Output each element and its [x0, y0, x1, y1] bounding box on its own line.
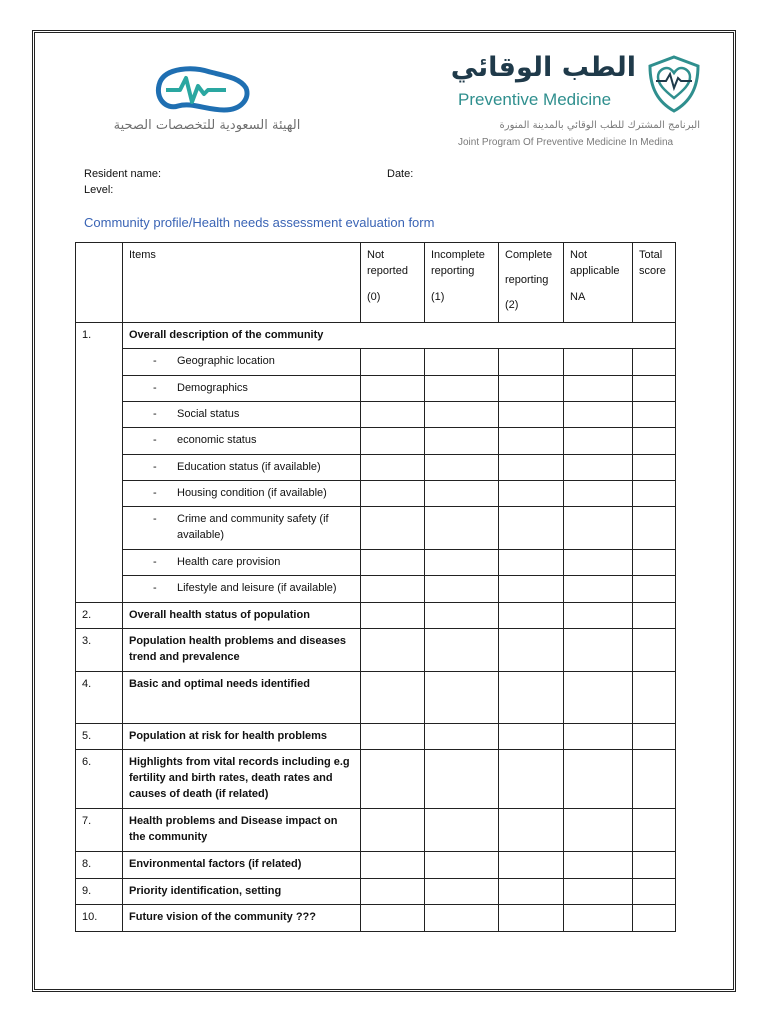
score-cell[interactable] [425, 481, 499, 507]
score-cell[interactable] [499, 428, 564, 455]
score-cell[interactable] [564, 629, 633, 672]
score-cell[interactable] [564, 879, 633, 905]
scfhs-arabic-name: الهيئة السعودية للتخصصات الصحية [113, 118, 301, 133]
table-row [76, 323, 676, 349]
arabic-subtitle: البرنامج المشترك للطب الوقائي بالمدينة المنورة [499, 120, 700, 131]
header-row [76, 243, 676, 323]
score-cell[interactable] [425, 905, 499, 932]
row-number: 10. [76, 905, 123, 932]
row-number: 3. [76, 629, 123, 672]
score-cell[interactable] [361, 852, 425, 879]
score-cell[interactable] [633, 905, 676, 932]
row-number: 9. [76, 879, 123, 905]
score-cell[interactable] [499, 809, 564, 852]
subitem: - Housing condition (if available) [123, 481, 361, 507]
score-cell[interactable] [633, 455, 676, 481]
row-item: Priority identification, setting [123, 879, 361, 905]
score-cell[interactable] [564, 852, 633, 879]
table-row [76, 905, 676, 932]
score-cell[interactable] [499, 576, 564, 603]
row-item: Population at risk for health problems [123, 724, 361, 750]
scfhs-emblem-icon [152, 64, 252, 118]
score-cell[interactable] [499, 481, 564, 507]
row-number: 7. [76, 809, 123, 852]
row-item: Highlights from vital records including e.g fertility and birth rates, death rates and causes of death (if related) [123, 750, 361, 809]
score-cell[interactable] [633, 507, 676, 550]
english-title: Preventive Medicine [458, 90, 612, 109]
score-cell[interactable] [633, 428, 676, 455]
subitem: - Social status [123, 402, 361, 428]
row-item: Environmental factors (if related) [123, 852, 361, 879]
subitem: - Health care provision [123, 550, 361, 576]
table-row [76, 576, 676, 603]
score-cell[interactable] [633, 349, 676, 376]
evaluation-table [75, 242, 676, 932]
score-cell[interactable] [499, 750, 564, 809]
score-cell[interactable] [633, 879, 676, 905]
score-cell[interactable] [361, 809, 425, 852]
score-cell[interactable] [361, 629, 425, 672]
row-item: Health problems and Disease impact on the community [123, 809, 361, 852]
score-cell[interactable] [425, 376, 499, 402]
score-cell[interactable] [425, 507, 499, 550]
row-item: Future vision of the community ??? [123, 905, 361, 932]
form-title: Community profile/Health needs assessment evaluation form [84, 215, 435, 230]
header-total-score: Total score [633, 243, 676, 323]
arabic-title: الطب الوقائي [450, 52, 636, 83]
table-row [76, 481, 676, 507]
row-number: 2. [76, 603, 123, 629]
score-cell[interactable] [361, 428, 425, 455]
score-cell[interactable] [564, 376, 633, 402]
score-cell[interactable] [361, 672, 425, 724]
header-number-cell [76, 243, 123, 323]
score-cell[interactable] [564, 724, 633, 750]
score-cell[interactable] [361, 349, 425, 376]
score-cell[interactable] [499, 905, 564, 932]
table-row [76, 376, 676, 402]
score-cell[interactable] [564, 905, 633, 932]
table-row [76, 724, 676, 750]
table-row [76, 455, 676, 481]
score-cell[interactable] [499, 879, 564, 905]
table-row [76, 879, 676, 905]
row-item: Overall description of the community [123, 323, 676, 349]
row-number: 5. [76, 724, 123, 750]
score-cell[interactable] [499, 852, 564, 879]
score-cell[interactable] [361, 455, 425, 481]
score-cell[interactable] [633, 576, 676, 603]
score-cell[interactable] [361, 481, 425, 507]
score-cell[interactable] [425, 750, 499, 809]
score-cell[interactable] [361, 750, 425, 809]
score-cell[interactable] [633, 750, 676, 809]
score-cell[interactable] [633, 629, 676, 672]
score-cell[interactable] [425, 879, 499, 905]
score-cell[interactable] [425, 724, 499, 750]
score-cell[interactable] [633, 852, 676, 879]
score-cell[interactable] [633, 724, 676, 750]
score-cell[interactable] [361, 376, 425, 402]
score-cell[interactable] [361, 550, 425, 576]
score-cell[interactable] [361, 402, 425, 428]
subitem: - Lifestyle and leisure (if available) [123, 576, 361, 603]
table-row [76, 402, 676, 428]
table-row [76, 349, 676, 376]
score-cell[interactable] [425, 672, 499, 724]
shield-heart-icon [644, 54, 704, 114]
subitem: - Demographics [123, 376, 361, 402]
score-cell[interactable] [564, 507, 633, 550]
score-cell[interactable] [425, 603, 499, 629]
score-cell[interactable] [633, 603, 676, 629]
score-cell[interactable] [425, 402, 499, 428]
resident-name-label: Resident name: [84, 168, 162, 180]
score-cell[interactable] [425, 428, 499, 455]
score-cell[interactable] [425, 629, 499, 672]
score-cell[interactable] [564, 455, 633, 481]
score-cell[interactable] [633, 376, 676, 402]
score-cell[interactable] [633, 402, 676, 428]
table-row [76, 603, 676, 629]
subitem: - Education status (if available) [123, 455, 361, 481]
score-cell[interactable] [425, 349, 499, 376]
score-cell[interactable] [499, 376, 564, 402]
score-cell[interactable] [361, 879, 425, 905]
table-row [76, 750, 676, 809]
table-row [76, 852, 676, 879]
table-row [76, 629, 676, 672]
table-row [76, 809, 676, 852]
score-cell[interactable] [499, 550, 564, 576]
score-cell[interactable] [633, 550, 676, 576]
score-cell[interactable] [564, 349, 633, 376]
subitem: - Crime and community safety (if available) [123, 507, 361, 550]
score-cell[interactable] [361, 905, 425, 932]
score-cell[interactable] [564, 750, 633, 809]
score-cell[interactable] [361, 724, 425, 750]
english-subtitle: Joint Program Of Preventive Medicine In Medina [458, 137, 674, 148]
score-cell[interactable] [499, 724, 564, 750]
score-cell[interactable] [425, 550, 499, 576]
score-cell[interactable] [564, 428, 633, 455]
row-number: 6. [76, 750, 123, 809]
score-cell[interactable] [499, 349, 564, 376]
row-number: 1. [76, 323, 123, 349]
table-row [76, 507, 676, 550]
score-cell[interactable] [499, 603, 564, 629]
score-cell[interactable] [499, 455, 564, 481]
score-cell[interactable] [425, 455, 499, 481]
row-item: Basic and optimal needs identified [123, 672, 361, 724]
preventive-medicine-logo [440, 50, 710, 160]
score-cell[interactable] [425, 852, 499, 879]
score-cell[interactable] [633, 809, 676, 852]
score-cell[interactable] [361, 507, 425, 550]
row-number: 8. [76, 852, 123, 879]
score-cell[interactable] [499, 507, 564, 550]
score-cell[interactable] [425, 576, 499, 603]
score-cell[interactable] [564, 576, 633, 603]
score-cell[interactable] [564, 603, 633, 629]
header-complete: Complete reporting (2) [499, 243, 564, 323]
score-cell[interactable] [564, 672, 633, 724]
header-incomplete: Incomplete reporting (1) [425, 243, 499, 323]
score-cell[interactable] [499, 629, 564, 672]
score-cell[interactable] [361, 603, 425, 629]
score-cell[interactable] [564, 550, 633, 576]
row-item: Overall health status of population [123, 603, 361, 629]
score-cell[interactable] [361, 576, 425, 603]
table-row [76, 672, 676, 724]
subitem: - Geographic location [123, 349, 361, 376]
score-cell[interactable] [499, 672, 564, 724]
table-row [76, 550, 676, 576]
scfhs-logo [70, 58, 340, 138]
header-items: Items [123, 243, 361, 323]
header-not-reported: Not reported (0) [361, 243, 425, 323]
score-cell[interactable] [633, 481, 676, 507]
table-row [76, 428, 676, 455]
score-cell[interactable] [425, 809, 499, 852]
score-cell[interactable] [564, 481, 633, 507]
score-cell[interactable] [633, 672, 676, 724]
row-number: 4. [76, 672, 123, 724]
header-not-applicable: Not applicable NA [564, 243, 633, 323]
score-cell[interactable] [564, 809, 633, 852]
score-cell[interactable] [499, 402, 564, 428]
score-cell[interactable] [564, 402, 633, 428]
level-label: Level: [84, 184, 114, 196]
subitem: - economic status [123, 428, 361, 455]
row-item: Population health problems and diseases trend and prevalence [123, 629, 361, 672]
date-label: Date: [387, 168, 414, 180]
